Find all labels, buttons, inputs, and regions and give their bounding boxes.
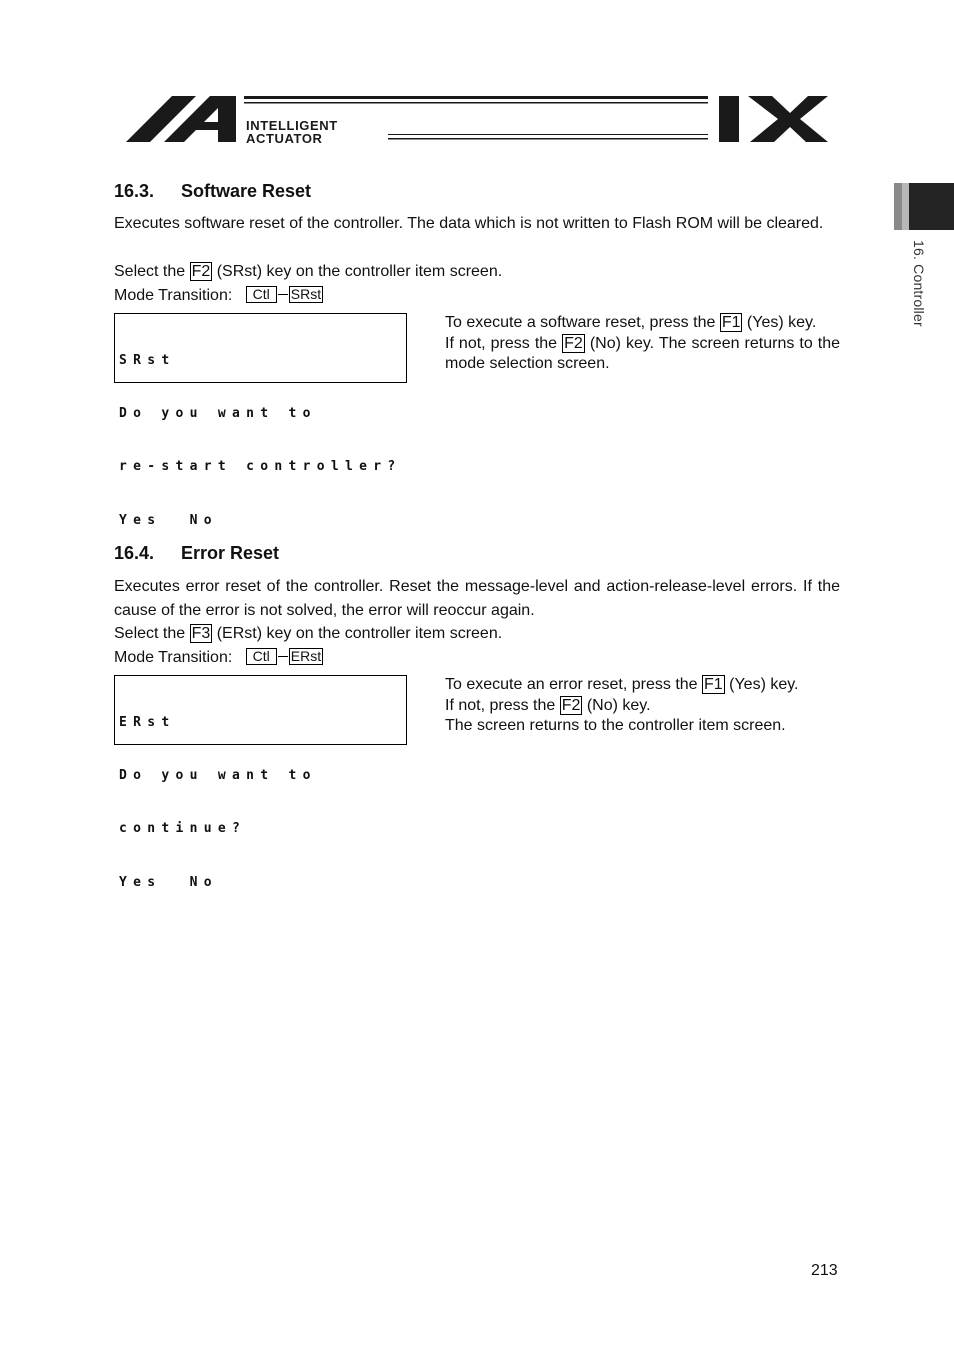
lcd-description [445, 675, 840, 737]
lcd-line: continue? [119, 821, 247, 837]
section-heading-software-reset [114, 181, 311, 202]
ia-logo-graphic [126, 94, 828, 146]
arrow-connector [278, 294, 288, 295]
section-title: Error Reset [181, 543, 280, 563]
desc-line-no: If not, press the F2 (No) key. [445, 696, 651, 714]
function-key-f1: F1 [704, 676, 723, 693]
section-number: 16.4. [114, 543, 155, 563]
mode-transition [114, 646, 514, 670]
function-key-f1: F1 [721, 314, 741, 331]
lcd-line: re-start controller? [119, 459, 402, 475]
function-key-f3: F3 [191, 625, 211, 642]
select-instruction: Select the F2 (SRst) key on the controller item screen. [114, 263, 503, 280]
lcd-line: ERst [119, 714, 176, 730]
intelligent-actuator-logo [126, 94, 828, 146]
lcd-line: Do you want to [119, 405, 317, 421]
mode-key-srst: SRst [290, 286, 322, 302]
desc-line-return: The screen returns to the controller item screen. [445, 717, 786, 734]
chapter-tab-marker [894, 183, 954, 230]
logo-text-intelligent: INTELLIGENT [246, 118, 338, 133]
function-key-f2: F2 [564, 334, 583, 352]
lcd-line: Do you want to [119, 767, 317, 783]
section-number: 16.3. [114, 181, 155, 201]
desc-line-yes: To execute an error reset, press the F1 (Yes) key. [445, 676, 799, 693]
lcd-line: SRst [119, 352, 176, 368]
mode-key-ctl: Ctl [246, 648, 277, 665]
function-key-f2: F2 [561, 696, 581, 714]
lcd-screen-srst [114, 313, 407, 528]
section-title: Software Reset [181, 181, 312, 201]
lcd-description [445, 313, 840, 375]
lcd-screen-erst [114, 675, 407, 890]
desc-line-no: If not, press the F2 (No) key. The screen returns to the mode selection screen. [445, 334, 840, 372]
chapter-tab-label: 16. Controller [911, 240, 927, 327]
mode-transition-label: Mode Transition: [114, 649, 233, 666]
function-key-f2: F2 [191, 263, 211, 280]
mode-key-ctl: Ctl [246, 286, 277, 303]
mode-transition [114, 284, 514, 308]
lcd-line: Yes No [119, 874, 218, 890]
lcd-line: Yes No [119, 512, 218, 528]
select-instruction: Select the F3 (ERst) key on the controller item screen. [114, 625, 503, 642]
page-number: 213 [811, 1262, 838, 1279]
mode-key-erst: ERst [290, 648, 322, 664]
logo-text-actuator: ACTUATOR [246, 131, 323, 146]
desc-line-yes: To execute a software reset, press the F1 (Yes) key. [445, 314, 817, 331]
section-heading-error-reset [114, 543, 279, 564]
mode-transition-label: Mode Transition: [114, 287, 233, 304]
section-intro: Executes software reset of the controller. The data which is not written to Flash ROM will be cleared. [114, 215, 824, 232]
section-intro: Executes error reset of the controller. Reset the message-level and action-release-level errors. If the cause of the error is not solved, the error will reoccur again. [114, 578, 840, 619]
arrow-connector [278, 656, 288, 657]
